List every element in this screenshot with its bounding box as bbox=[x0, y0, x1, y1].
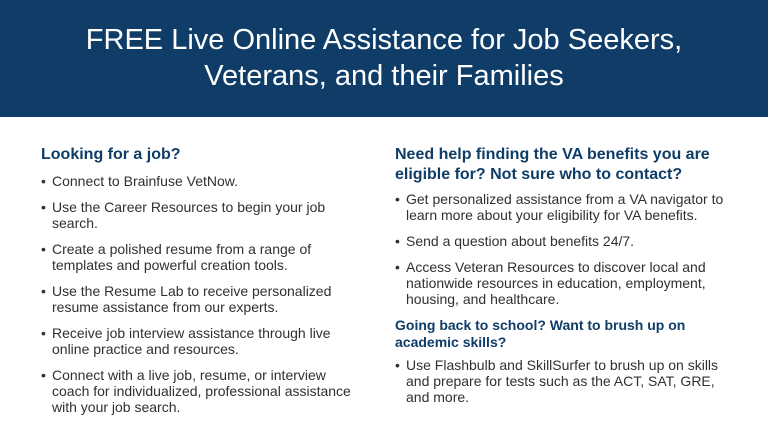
list-item: • Connect with a live job, resume, or interview coach for individualized, professional assistance with your job search. bbox=[41, 367, 361, 415]
list-item: • Use the Resume Lab to receive personalized resume assistance from our experts. bbox=[41, 283, 361, 315]
academic-skills-list bbox=[395, 357, 740, 405]
job-seekers-section bbox=[41, 145, 361, 425]
va-benefits-heading: Need help finding the VA benefits you are eligible for? Not sure who to contact? bbox=[395, 146, 710, 183]
list-item: • Receive job interview assistance through live online practice and resources. bbox=[41, 325, 361, 357]
list-item: • Send a question about benefits 24/7. bbox=[395, 233, 740, 249]
list-item: • Use Flashbulb and SkillSurfer to brush up on skills and prepare for tests such as the ACT, SAT, GRE, and more. bbox=[395, 357, 740, 405]
academic-skills-heading: Going back to school? Want to brush up on academic skills? bbox=[395, 317, 686, 350]
header-banner bbox=[0, 0, 768, 117]
job-seekers-list bbox=[41, 173, 361, 415]
list-item: • Connect to Brainfuse VetNow. bbox=[41, 173, 361, 189]
va-benefits-section bbox=[395, 145, 740, 405]
va-benefits-list bbox=[395, 191, 740, 307]
page-title-line-1: FREE Live Online Assistance for Job Seekers, bbox=[85, 23, 683, 56]
list-item: • Access Veteran Resources to discover local and nationwide resources in education, employment, housing, and healthcare. bbox=[395, 259, 740, 307]
list-item: • Get personalized assistance from a VA navigator to learn more about your eligibility for VA benefits. bbox=[395, 191, 740, 223]
page-title-line-2: Veterans, and their Families bbox=[204, 59, 564, 92]
job-seekers-heading: Looking for a job? bbox=[41, 146, 181, 163]
list-item: • Create a polished resume from a range of templates and powerful creation tools. bbox=[41, 241, 361, 273]
list-item: • Use the Career Resources to begin your job search. bbox=[41, 199, 361, 231]
